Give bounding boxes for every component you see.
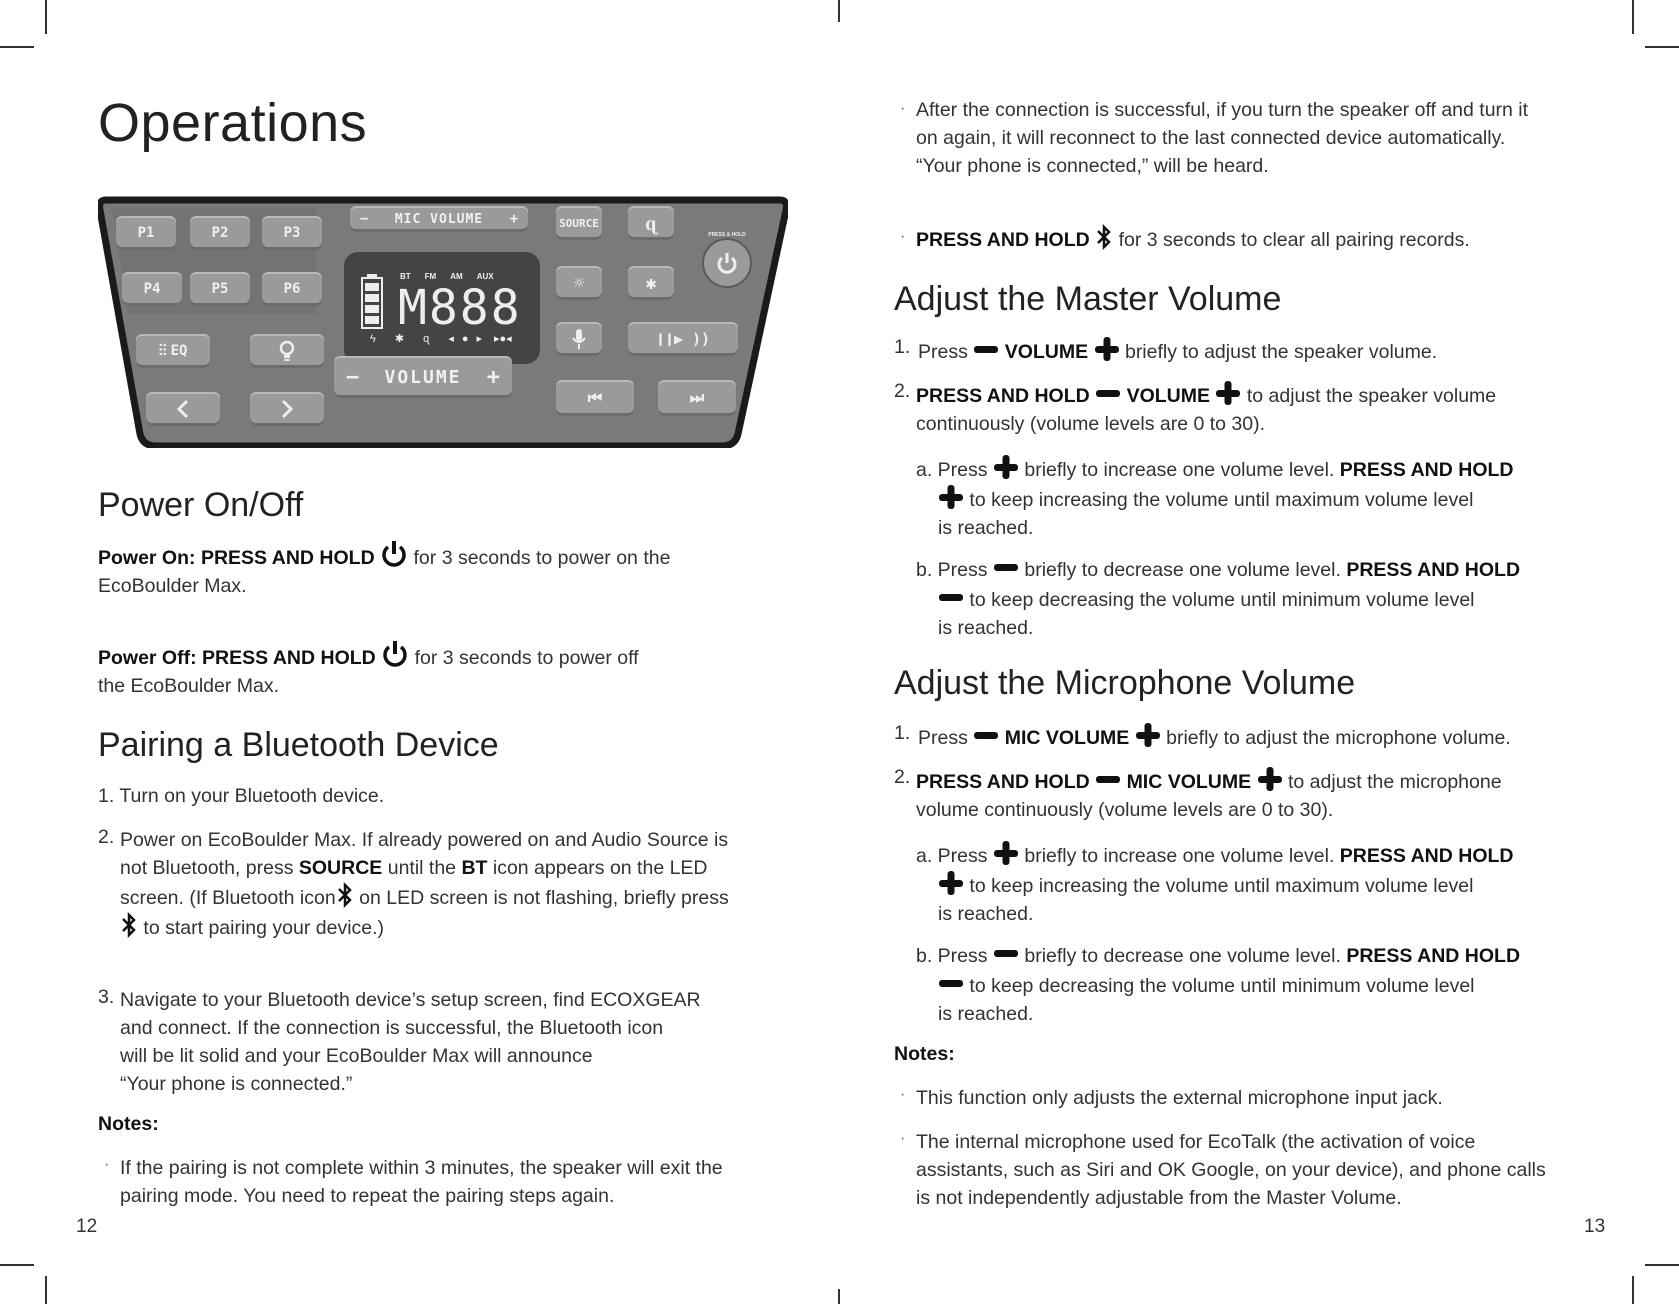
lcd-source-fm: FM bbox=[424, 272, 437, 281]
pairing-note-1 bbox=[120, 1154, 800, 1210]
volume-label: VOLUME bbox=[384, 366, 462, 388]
mic-step-2-number: 2. bbox=[894, 766, 911, 788]
step-text: briefly to decrease one volume level. bbox=[1024, 559, 1341, 581]
chevron-left-icon bbox=[176, 399, 190, 419]
reconnect-bullet bbox=[916, 96, 1616, 180]
mic-step-1-number: 1. bbox=[894, 722, 911, 744]
power-off-action: PRESS AND HOLD bbox=[202, 647, 376, 669]
power-on-text: for 3 seconds to power on the bbox=[413, 547, 671, 569]
bluetooth-icon bbox=[1095, 224, 1113, 250]
master-substep-a bbox=[916, 454, 1636, 542]
power-on-text-2: EcoBoulder Max. bbox=[98, 575, 247, 597]
press-hold-keyword: PRESS AND HOLD bbox=[916, 385, 1090, 407]
master-step-1-number: 1. bbox=[894, 336, 911, 358]
pairing-step-2-line: Power on EcoBoulder Max. If already powered on and Audio Source is bbox=[120, 829, 729, 851]
power-off-label: Power Off bbox=[98, 647, 191, 669]
power-button[interactable] bbox=[702, 238, 752, 288]
source-button[interactable]: SOURCE bbox=[556, 206, 602, 240]
plus-icon bbox=[1257, 766, 1283, 792]
bullet: · bbox=[900, 1086, 906, 1103]
notes-label: Notes bbox=[98, 1113, 153, 1135]
chevron-right-icon bbox=[280, 399, 294, 419]
step-text: to keep increasing the volume until maximum volume level bbox=[969, 489, 1474, 511]
eq-label: EQ bbox=[170, 343, 188, 359]
press-hold-keyword: PRESS AND HOLD bbox=[1339, 845, 1514, 867]
step-text: briefly to increase one volume level. bbox=[1024, 845, 1335, 867]
bluetooth-icon bbox=[120, 912, 138, 938]
step-text: Press bbox=[918, 341, 968, 363]
step-text: to adjust the speaker volume bbox=[1246, 385, 1497, 407]
skip-forward-button[interactable] bbox=[658, 380, 736, 416]
plus-icon bbox=[1094, 336, 1120, 362]
bt-keyword: BT bbox=[461, 857, 488, 879]
pairing-step-3-line: will be lit solid and your EcoBoulder Max will announce bbox=[120, 1045, 593, 1067]
plus-icon bbox=[993, 454, 1019, 480]
note-line: If the pairing is not complete within 3 minutes, the speaker will exit the bbox=[120, 1157, 723, 1179]
light-button[interactable] bbox=[250, 334, 324, 368]
preset-button-p4[interactable]: P4 bbox=[122, 272, 182, 306]
power-on-action: PRESS AND HOLD bbox=[200, 547, 375, 569]
step-text: is reached. bbox=[938, 1003, 1034, 1025]
master-step-2 bbox=[916, 380, 1616, 438]
master-step-1 bbox=[918, 336, 1618, 366]
step-text: briefly to adjust the microphone volume. bbox=[1166, 727, 1511, 749]
step-text: b. Press bbox=[916, 945, 988, 967]
pairing-step-2-line: to start pairing your device.) bbox=[143, 917, 385, 939]
step-text: briefly to decrease one volume level. bbox=[1024, 945, 1341, 967]
bullet-line: on again, it will reconnect to the last connected device automatically. bbox=[916, 127, 1506, 149]
eq-button[interactable] bbox=[136, 334, 210, 368]
press-hold-keyword: PRESS AND HOLD bbox=[1346, 559, 1521, 581]
qi-icon: ɋ bbox=[645, 210, 657, 235]
plus-icon bbox=[938, 484, 964, 510]
bluetooth-button[interactable] bbox=[628, 266, 674, 300]
page-title: Operations bbox=[98, 93, 368, 153]
power-on-label: Power On bbox=[98, 547, 190, 569]
page-number-right: 13 bbox=[1584, 1216, 1606, 1237]
volume-keyword: VOLUME bbox=[1004, 341, 1089, 363]
control-panel-illustration bbox=[98, 196, 788, 448]
preset-button-p3[interactable]: P3 bbox=[262, 216, 322, 250]
power-icon bbox=[380, 540, 408, 568]
minus-icon bbox=[973, 336, 999, 362]
plus-icon bbox=[1135, 722, 1161, 748]
step-text: Press bbox=[918, 727, 968, 749]
note-line: is not independently adjustable from the Master Volume. bbox=[916, 1187, 1402, 1209]
volume-rocker[interactable] bbox=[334, 356, 512, 398]
crop-mark bbox=[45, 1276, 47, 1304]
volume-minus[interactable]: − bbox=[346, 364, 360, 390]
preset-button-p6[interactable]: P6 bbox=[262, 272, 322, 306]
step-text: to adjust the microphone bbox=[1288, 771, 1502, 793]
mic-button[interactable] bbox=[556, 322, 602, 356]
volume-keyword: VOLUME bbox=[1126, 385, 1210, 407]
next-button[interactable] bbox=[250, 392, 324, 426]
minus-icon bbox=[938, 584, 964, 610]
pairing-step-2-line: on LED screen is not flashing, briefly press bbox=[353, 887, 729, 909]
crop-mark bbox=[0, 46, 34, 48]
play-pause-button[interactable] bbox=[628, 322, 738, 356]
press-hold-keyword: PRESS AND HOLD bbox=[916, 229, 1090, 251]
source-keyword: SOURCE bbox=[298, 857, 383, 879]
crop-mark bbox=[838, 0, 840, 22]
bullet: · bbox=[900, 1130, 906, 1147]
pairing-step-3 bbox=[120, 986, 800, 1098]
press-hold-keyword: PRESS AND HOLD bbox=[1346, 945, 1521, 967]
power-off-paragraph: Power Off: PRESS AND HOLD for 3 seconds to power off the EcoBoulder Max. bbox=[98, 640, 758, 700]
pairing-step-2-number: 2. bbox=[98, 826, 115, 848]
mic-volume-minus[interactable]: − bbox=[360, 211, 369, 227]
clear-pairing-bullet bbox=[916, 224, 1616, 254]
pairing-step-2-line: icon appears on the LED bbox=[487, 857, 708, 879]
skip-back-button[interactable] bbox=[556, 380, 634, 416]
step-text: a. Press bbox=[916, 459, 988, 481]
crop-mark bbox=[1645, 46, 1679, 48]
lcd-digits: M888 bbox=[398, 280, 522, 336]
eq-icon: ⫶⫶ bbox=[158, 341, 167, 360]
step-text: to keep increasing the volume until maximum volume level bbox=[969, 875, 1474, 897]
step-text: to keep decreasing the volume until minimum volume level bbox=[969, 975, 1475, 997]
pairing-step-2-line: until the bbox=[382, 857, 462, 879]
power-off-text-2: the EcoBoulder Max. bbox=[98, 675, 280, 697]
lcd-link-icon: ▸●◂ bbox=[494, 333, 512, 345]
crop-mark bbox=[45, 0, 47, 34]
notes-heading: Notes: bbox=[98, 1113, 159, 1135]
pairing-step-3-line: “Your phone is connected.” bbox=[120, 1073, 353, 1095]
plus-icon bbox=[1215, 380, 1241, 406]
bullet: · bbox=[900, 100, 906, 117]
lcd-source-am: AM bbox=[450, 272, 463, 281]
note-line: assistants, such as Siri and OK Google, on your device), and phone calls bbox=[916, 1159, 1546, 1181]
power-icon bbox=[381, 640, 409, 668]
light-show-icon: ☼ bbox=[573, 272, 585, 294]
mic-icon bbox=[572, 328, 586, 350]
notes-label: Notes bbox=[894, 1043, 949, 1065]
lcd-status-icons: ϟ ✱ ɋ ◂●▸ bbox=[370, 333, 491, 345]
note-line: The internal microphone used for EcoTalk (the activation of voice bbox=[916, 1131, 1476, 1153]
section-heading-mic-volume: Adjust the Microphone Volume bbox=[894, 664, 1356, 702]
mic-volume-rocker[interactable] bbox=[350, 206, 528, 232]
preset-button-p1[interactable]: P1 bbox=[116, 216, 176, 250]
mic-volume-label: MIC VOLUME bbox=[394, 211, 484, 227]
mic-substep-b bbox=[916, 940, 1636, 1028]
pairing-step-2 bbox=[120, 826, 800, 942]
pairing-step-3-line: Navigate to your Bluetooth device’s setup screen, find ECOXGEAR bbox=[120, 989, 701, 1011]
plus-icon bbox=[938, 870, 964, 896]
minus-icon bbox=[1095, 766, 1121, 792]
crop-mark bbox=[1632, 0, 1634, 34]
minus-icon bbox=[973, 722, 999, 748]
crop-mark bbox=[0, 1264, 34, 1266]
crop-mark bbox=[1632, 1276, 1634, 1304]
step-text: briefly to adjust the speaker volume. bbox=[1124, 341, 1438, 363]
minus-icon bbox=[993, 940, 1019, 966]
skip-forward-icon: ⏭ bbox=[689, 388, 705, 407]
play-pause-icon: ❙❙▶ )) bbox=[655, 330, 711, 348]
pairing-step-3-line: and connect. If the connection is successful, the Bluetooth icon bbox=[120, 1017, 664, 1039]
bullet-line: After the connection is successful, if you turn the speaker off and turn it bbox=[916, 99, 1529, 121]
mic-volume-keyword: MIC VOLUME bbox=[1126, 771, 1252, 793]
bullet-line: “Your phone is connected,” will be heard. bbox=[916, 155, 1269, 177]
step-text: volume continuously (volume levels are 0 to 30). bbox=[916, 799, 1334, 821]
bullet-line: for 3 seconds to clear all pairing records. bbox=[1118, 229, 1470, 251]
minus-icon bbox=[938, 970, 964, 996]
mic-step-1 bbox=[918, 722, 1638, 752]
battery-icon bbox=[360, 274, 384, 330]
volume-plus[interactable]: + bbox=[486, 364, 500, 390]
step-text: is reached. bbox=[938, 617, 1034, 639]
light-show-button[interactable] bbox=[556, 266, 602, 300]
step-text: b. Press bbox=[916, 559, 988, 581]
lcd-screen bbox=[344, 252, 540, 364]
page-number-left: 12 bbox=[76, 1216, 98, 1237]
qi-button[interactable] bbox=[628, 206, 674, 240]
lcd-source-bt: BT bbox=[400, 272, 411, 281]
section-heading-pairing: Pairing a Bluetooth Device bbox=[98, 726, 499, 764]
step-text: a. Press bbox=[916, 845, 988, 867]
mic-volume-keyword: MIC VOLUME bbox=[1004, 727, 1130, 749]
pairing-step-2-line: not Bluetooth, press bbox=[120, 857, 299, 879]
master-substep-b bbox=[916, 554, 1636, 642]
mic-step-2 bbox=[916, 766, 1636, 824]
preset-button-p2[interactable]: P2 bbox=[190, 216, 250, 250]
preset-button-p5[interactable]: P5 bbox=[190, 272, 250, 306]
mic-note-2 bbox=[916, 1128, 1636, 1212]
minus-icon bbox=[1095, 380, 1121, 406]
master-step-2-number: 2. bbox=[894, 380, 911, 402]
mic-volume-plus[interactable]: + bbox=[509, 211, 518, 227]
pairing-step-3-number: 3. bbox=[98, 986, 115, 1008]
power-on-paragraph: Power On: PRESS AND HOLD for 3 seconds to power on the EcoBoulder Max. bbox=[98, 540, 758, 600]
step-text: is reached. bbox=[938, 903, 1034, 925]
crop-mark bbox=[1645, 1264, 1679, 1266]
pairing-step-1: 1. Turn on your Bluetooth device. bbox=[98, 785, 385, 807]
bullet: · bbox=[900, 228, 906, 245]
pairing-step-2-line: screen. (If Bluetooth icon bbox=[120, 887, 336, 909]
plus-icon bbox=[993, 840, 1019, 866]
previous-button[interactable] bbox=[146, 392, 220, 426]
step-text: to keep decreasing the volume until minimum volume level bbox=[969, 589, 1475, 611]
note-line: pairing mode. You need to repeat the pairing steps again. bbox=[120, 1185, 615, 1207]
bluetooth-icon: ✱ bbox=[645, 272, 657, 294]
lcd-source-aux: AUX bbox=[476, 272, 494, 281]
crop-mark bbox=[838, 1289, 840, 1304]
skip-back-icon: ⏮ bbox=[587, 388, 603, 407]
notes-heading: Notes: bbox=[894, 1043, 955, 1065]
step-text: is reached. bbox=[938, 517, 1034, 539]
step-text: briefly to increase one volume level. bbox=[1024, 459, 1335, 481]
power-icon bbox=[716, 252, 738, 274]
press-hold-keyword: PRESS AND HOLD bbox=[916, 771, 1090, 793]
section-heading-master-volume: Adjust the Master Volume bbox=[894, 280, 1282, 318]
minus-icon bbox=[993, 554, 1019, 580]
bullet: · bbox=[104, 1156, 110, 1173]
light-bulb-icon bbox=[279, 340, 295, 362]
mic-substep-a bbox=[916, 840, 1636, 928]
section-heading-power: Power On/Off bbox=[98, 486, 304, 524]
press-hold-label: PRESS & HOLD bbox=[708, 232, 746, 238]
press-hold-keyword: PRESS AND HOLD bbox=[1339, 459, 1514, 481]
power-off-text: for 3 seconds to power off bbox=[414, 647, 639, 669]
bluetooth-icon bbox=[336, 882, 354, 908]
mic-note-1: This function only adjusts the external microphone input jack. bbox=[916, 1087, 1443, 1109]
step-text: continuously (volume levels are 0 to 30). bbox=[916, 413, 1266, 435]
